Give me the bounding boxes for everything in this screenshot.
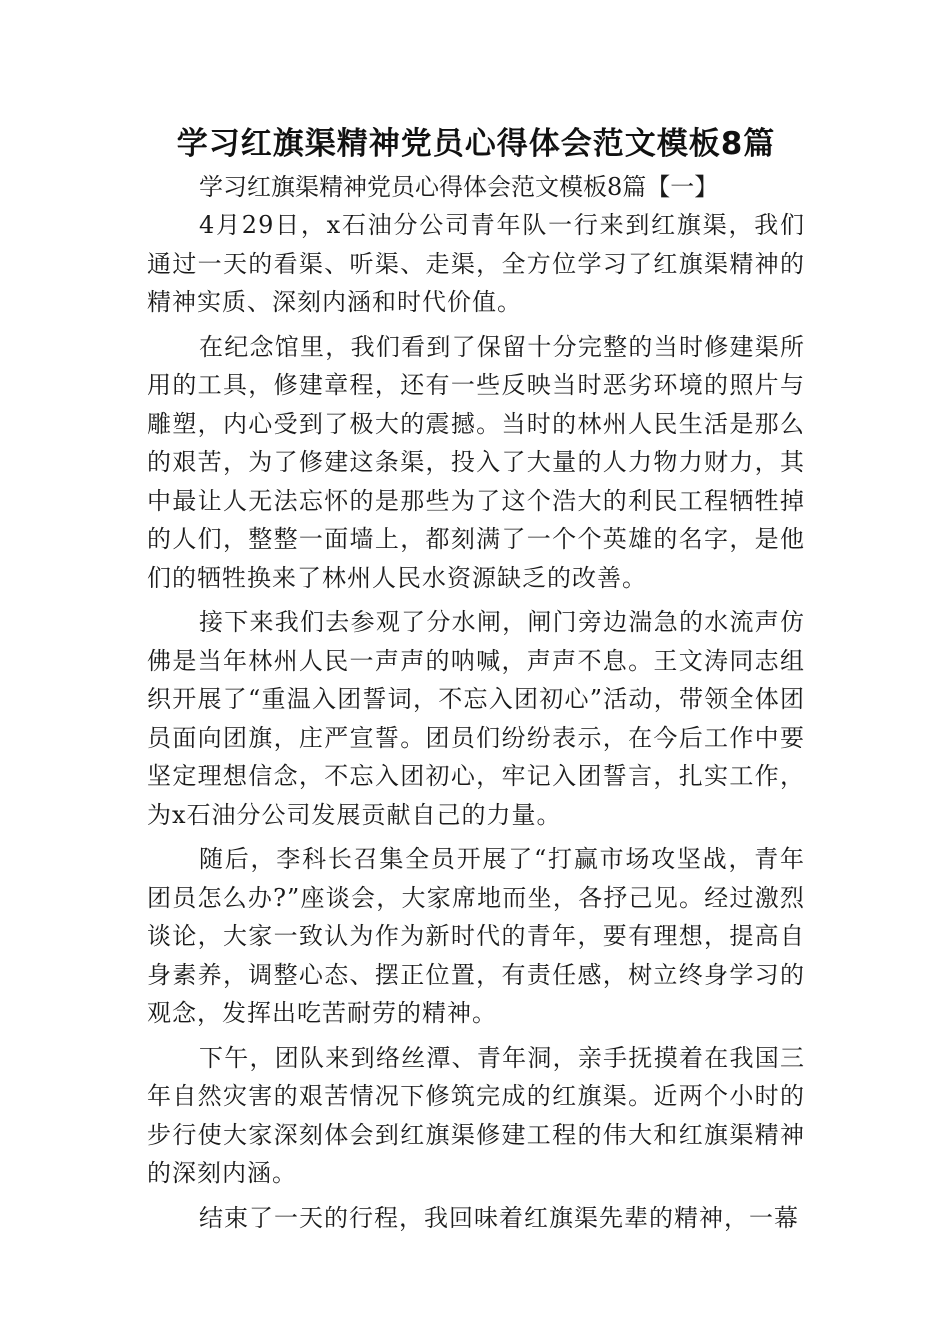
paragraph-2: 在纪念馆里，我们看到了保留十分完整的当时修建渠所用的工具，修建章程，还有一些反映当时恶劣环境的照片与雕塑，内心受到了极大的震撼。当时的林州人民生活是那么的艰苦，为了修建这条渠，投入了大量的人力物力财力，其中最让人无法忘怀的是那些为了这个浩大的利民工程牺牲掉的人们，整整一面墙上，都刻满了一个个英雄的名字，是他们的牺牲换来了林州人民水资源缺乏的改善。 (147, 332, 805, 592)
document-title: 学习红旗渠精神党员心得体会范文模板8篇 (176, 126, 776, 162)
paragraph-1: 4月29日，x石油分公司青年队一行来到红旗渠，我们通过一天的看渠、听渠、走渠，全方位学习了红旗渠精神的精神实质、深刻内涵和时代价值。 (147, 211, 805, 316)
paragraph-5: 下午，团队来到络丝潭、青年洞，亲手抚摸着在我国三年自然灾害的艰苦情况下修筑完成的红旗渠。近两个小时的步行使大家深刻体会到红旗渠修建工程的伟大和红旗渠精神的深刻内涵。 (147, 1043, 805, 1187)
document-body (147, 122, 805, 1243)
paragraph-3: 接下来我们去参观了分水闸，闸门旁边湍急的水流声仿佛是当年林州人民一声声的呐喊，声声不息。王文涛同志组织开展了“重温入团誓词，不忘入团初心”活动，带领全体团员面向团旗，庄严宣誓。团员们纷纷表示，在今后工作中要坚定理想信念，不忘入团初心，牢记入团誓言，扎实工作，为x石油分公司发展贡献自己的力量。 (147, 608, 805, 829)
section-heading: 学习红旗渠精神党员心得体会范文模板8篇【一】 (199, 173, 719, 201)
paragraph-4: 随后，李科长召集全员开展了“打赢市场攻坚战，青年团员怎么办?”座谈会，大家席地而坐，各抒己见。经过激烈谈论，大家一致认为作为新时代的青年，要有理想，提高自身素养，调整心态、摆正位置，有责任感，树立终身学习的观念，发挥出吃苦耐劳的精神。 (147, 845, 805, 1027)
paragraph-6: 结束了一天的行程，我回味着红旗渠先辈的精神，一幕 (199, 1203, 799, 1232)
